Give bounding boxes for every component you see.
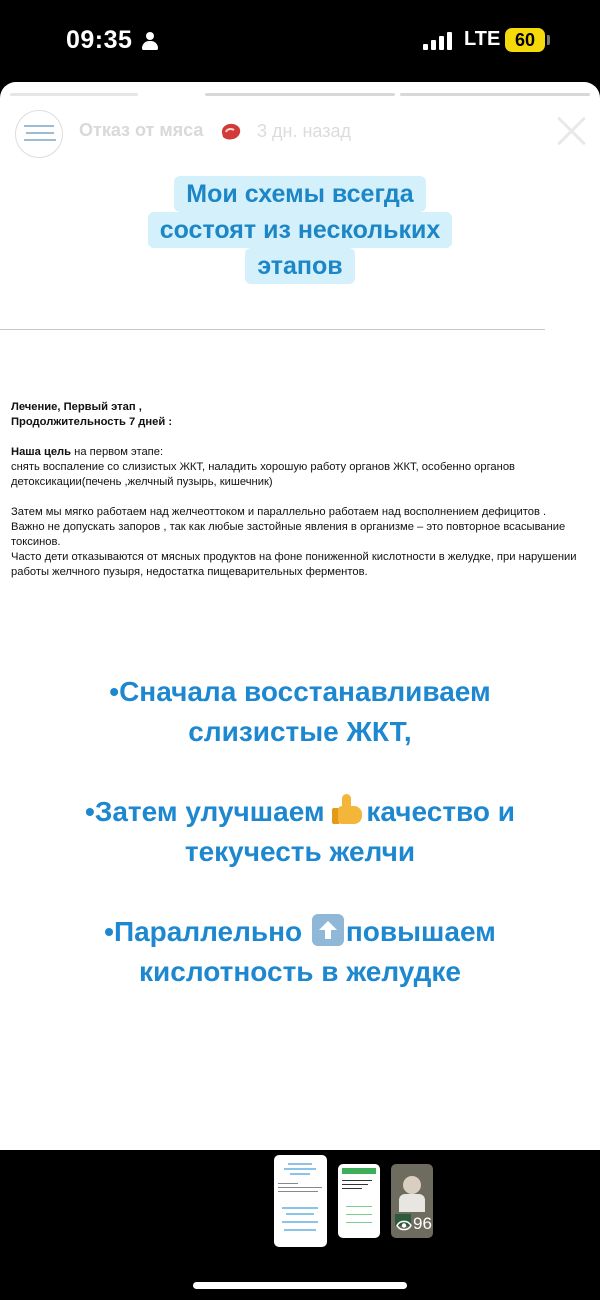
document-excerpt [11,400,591,580]
network-type: LTE [464,28,501,50]
bullet-3-part-1: •Параллельно [104,916,310,947]
home-indicator[interactable] [193,1282,407,1289]
eye-icon [396,1220,412,1231]
bullet-3 [0,912,600,992]
bullet-list [0,672,600,1032]
story-progress-segment-3 [400,93,590,96]
story-viewer[interactable] [0,82,600,1150]
battery-icon [505,28,545,52]
clock: 09:35 [66,26,133,54]
battery-level: 60 [514,30,536,50]
bullet-3-line-2: кислотность в желудке [139,956,461,987]
story-headline [0,176,600,284]
bullet-2-line-2: текучесть желчи [184,836,416,867]
story-progress-segment-1 [10,93,138,96]
doc-goal-bold: Наша цель [11,446,72,458]
bullet-2-part-2: качество и [366,796,515,827]
status-bar [0,0,600,82]
close-button[interactable] [555,114,589,148]
story-thumbnail-2[interactable] [338,1164,380,1238]
story-thumbnail-bar [0,1150,600,1300]
doc-goal-line-2: детоксикации(печень ,желчный пузырь, кишечник) [11,476,273,488]
signal-icon [423,30,453,50]
story-thumbnail-1[interactable] [274,1155,327,1247]
doc-goal-line-1: снять воспаление со слизистых ЖКТ, наладить хорошую работу органов ЖКТ, особенно органов [11,461,516,473]
doc-p2-line-2: Важно не допускать запоров , так как любые застойные явления в организме – это повторное всасывание [11,521,566,533]
doc-p2-line-5: работы желчного пузыря, недостатка пищеварительных ферментов. [11,566,368,578]
bullet-2 [0,792,600,872]
doc-goal-rest: на первом этапе: [71,446,164,458]
headline-line-3: этапов [245,248,354,284]
doc-p2-line-1: Затем мы мягко работаем над желчеоттоком и параллельно работаем над восполнением дефицитов . [11,506,547,518]
bullet-1-line-2: слизистые ЖКТ, [188,716,412,747]
doc-title-1: Лечение, Первый этап , [11,401,142,413]
views-count: 96 [413,1214,432,1233]
headline-line-2: состоят из нескольких [148,212,453,248]
story-header [0,104,600,164]
person-icon [142,32,158,50]
username[interactable]: Отказ от мяса [79,120,204,140]
divider [0,329,545,330]
story-progress-segment-2 [205,93,395,96]
doc-p2-line-4: Часто дети отказываются от мясных продуктов на фоне пониженной кислотности в желудке, при нарушении [11,551,577,563]
bullet-3-part-2: повышаем [345,916,496,947]
doc-p2-line-3: токсинов. [11,536,61,548]
up-arrow-icon [312,914,344,946]
steak-icon [219,120,243,142]
avatar[interactable] [15,110,63,158]
headline-line-1: Мои схемы всегда [174,176,425,212]
bullet-1-line-1: •Сначала восстанавливаем [109,676,491,707]
bullet-2-part-1: •Затем улучшаем [85,796,333,827]
battery-tip [547,35,550,45]
thumbs-up-icon [332,794,366,826]
doc-title-2: Продолжительность 7 дней : [11,416,173,428]
post-time: 3 дн. назад [257,121,351,141]
bullet-1 [0,672,600,752]
